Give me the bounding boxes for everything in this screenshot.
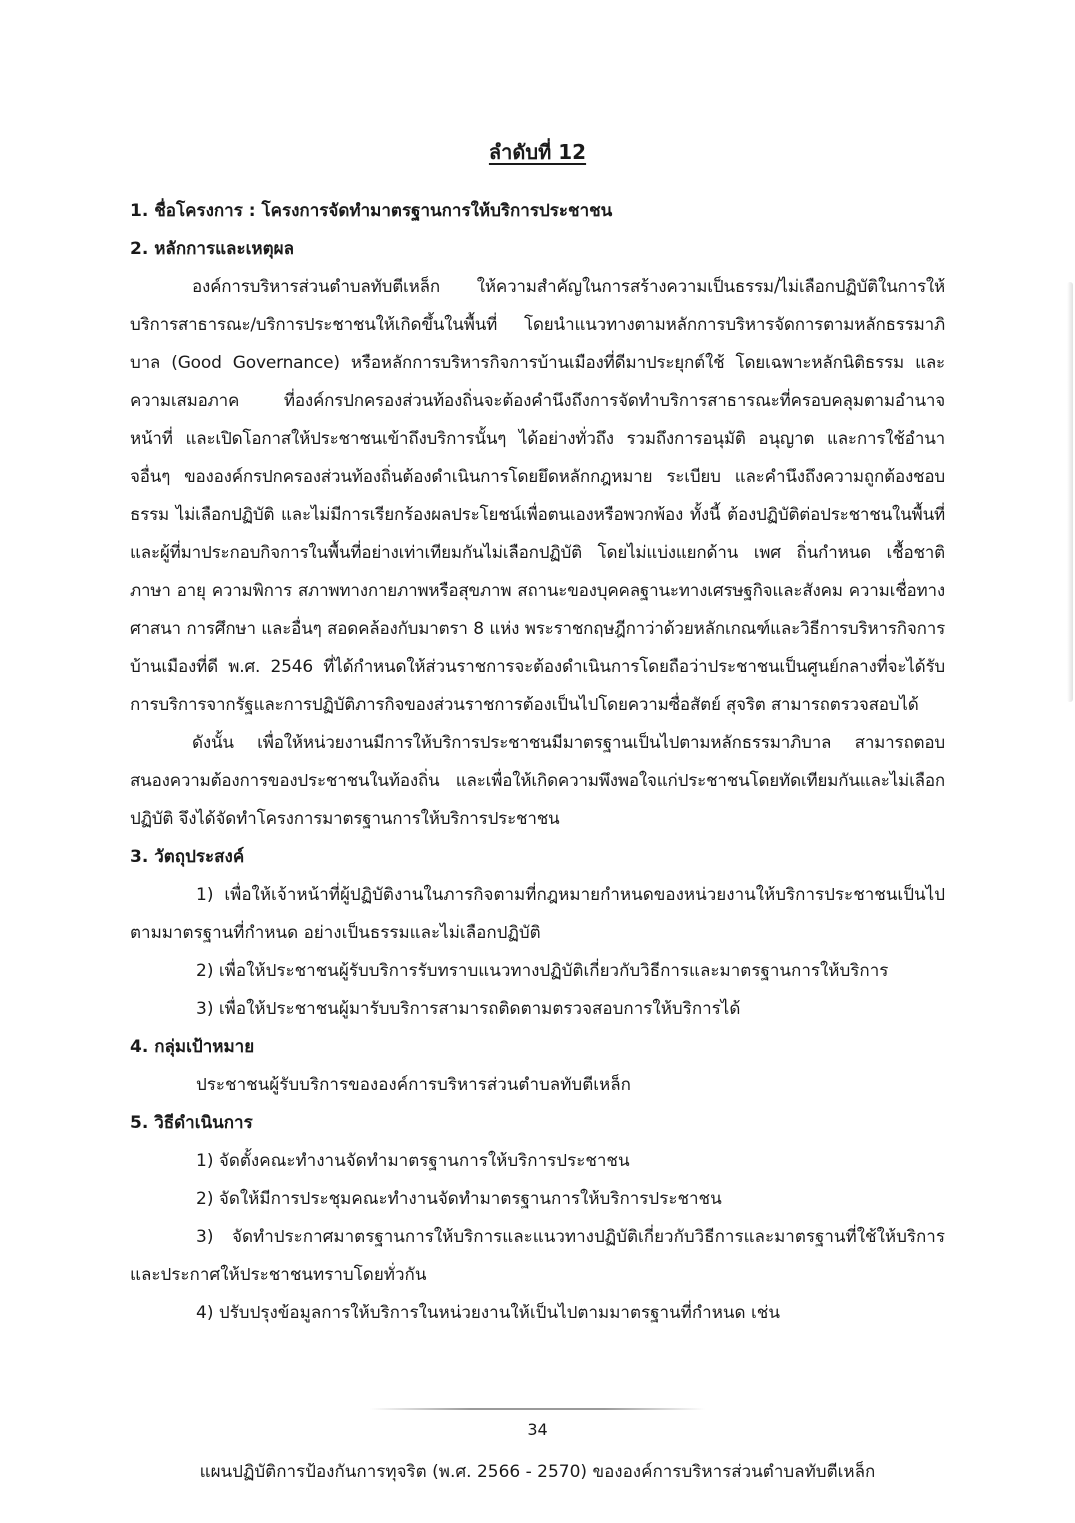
section-2-paragraph-2: ดังนั้น เพื่อให้หน่วยงานมีการให้บริการประชาชนมีมาตรฐานเป็นไปตามหลักธรรมาภิบาล สามารถตอบสนองความต้องการของประชาชนในท้องถิ่น และเพื่อให้เกิดความพึงพอใจแก่ประชาชนโดยทัดเทียมกันและไม่เลือกปฏิบัติ จึงได้จัดทำโครงการมาตรฐานการให้บริการประชาชน [130,733,945,829]
section-3-item-1: 1) เพื่อให้เจ้าหน้าที่ผู้ปฏิบัติงานในภารกิจตามที่กฎหมายกำหนดของหน่วยงานให้บริการประชาชนเป็นไปตามมาตรฐานที่กำหนด อย่างเป็นธรรมและไม่เลือกปฏิบัติ [130,885,945,943]
section-4-heading: 4. กลุ่มเป้าหมาย [130,1037,255,1057]
footer-text: แผนปฏิบัติการป้องกันการทุจริต (พ.ศ. 2566 - 2570) ขององค์การบริหารส่วนตำบลทับตีเหล็ก [199,1462,876,1482]
section-4-text: ประชาชนผู้รับบริการขององค์การบริหารส่วนตำบลทับตีเหล็ก [196,1075,631,1095]
section-5-heading: 5. วิธีดำเนินการ [130,1113,253,1133]
document-body [130,192,945,1332]
section-5-item-1: 1) จัดตั้งคณะทำงานจัดทำมาตรฐานการให้บริการประชาชน [196,1151,630,1171]
section-3-item-3: 3) เพื่อให้ประชาชนผู้มารับบริการสามารถติดตามตรวจสอบการให้บริการได้ [196,999,741,1019]
footer-divider [370,1408,705,1410]
page-title: ลำดับที่ 12 [488,140,587,164]
section-5-item-4: 4) ปรับปรุงข้อมูลการให้บริการในหน่วยงานให้เป็นไปตามมาตรฐานที่กำหนด เช่น [196,1303,780,1323]
section-3-item-2: 2) เพื่อให้ประชาชนผู้รับบริการรับทราบแนวทางปฏิบัติเกี่ยวกับวิธีการและมาตรฐานการให้บริการ [196,961,889,981]
scroll-edge-shadow [1067,282,1073,702]
section-5-item-3: 3) จัดทำประกาศมาตรฐานการให้บริการและแนวทางปฏิบัติเกี่ยวกับวิธีการและมาตรฐานที่ใช้ให้บริการและประกาศให้ประชาชนทราบโดยทั่วกัน [130,1227,945,1285]
section-3-heading: 3. วัตถุประสงค์ [130,847,245,867]
section-1-heading: 1. ชื่อโครงการ : โครงการจัดทำมาตรฐานการให้บริการประชาชน [130,201,613,221]
section-2-paragraph-1: องค์การบริหารส่วนตำบลทับตีเหล็ก ให้ความสำคัญในการสร้างความเป็นธรรม/ไม่เลือกปฏิบัติในการให้บริการสาธารณะ/บริการประชาชนให้เกิดขึ้นในพื้นที่ โดยนำแนวทางตามหลักการบริหารจัดการตามหลักธรรมาภิบาล (Good Governance) หรือหลักการบริหารกิจการบ้านเมืองที่ดีมาประยุกต์ใช้ โดยเฉพาะหลักนิติธรรม และความเสมอภาค ที่องค์กรปกครองส่วนท้องถิ่นจะต้องคำนึงถึงการจัดทำบริการสาธารณะที่ครอบคลุมตามอำนาจหน้าที่ และเปิดโอกาสให้ประชาชนเข้าถึงบริการนั้นๆ ได้อย่างทั่วถึง รวมถึงการอนุมัติ อนุญาต และการใช้อำนาจอื่นๆ ขององค์กรปกครองส่วนท้องถิ่นต้องดำเนินการโดยยึดหลักกฎหมาย ระเบียบ และคำนึงถึงความถูกต้องชอบธรรม ไม่เลือกปฏิบัติ และไม่มีการเรียกร้องผลประโยชน์เพื่อตนเองหรือพวกพ้อง ทั้งนี้ ต้องปฏิบัติต่อประชาชนในพื้นที่และผู้ที่มาประกอบกิจการในพื้นที่อย่างเท่าเทียมกันไม่เลือกปฏิบัติ โดยไม่แบ่งแยกด้าน เพศ ถิ่นกำหนด เชื้อชาติ ภาษา อายุ ความพิการ สภาพทางกายภาพหรือสุขภาพ สถานะของบุคคลฐานะทางเศรษฐกิจและสังคม ความเชื่อทางศาสนา การศึกษา และอื่นๆ สอดคล้องกับมาตรา 8 แห่ง พระราชกฤษฎีกาว่าด้วยหลักเกณฑ์และวิธีการบริหารกิจการบ้านเมืองที่ดี พ.ศ. 2546 ที่ได้กำหนดให้ส่วนราชการจะต้องดำเนินการโดยถือว่าประชาชนเป็นศูนย์กลางที่จะได้รับการบริการจากรัฐและการปฏิบัติภารกิจของส่วนราชการต้องเป็นไปโดยความซื่อสัตย์ สุจริต สามารถตรวจสอบได้ [130,277,945,715]
page-number: 34 [527,1420,548,1439]
section-2-heading: 2. หลักการและเหตุผล [130,239,295,259]
section-5-item-2: 2) จัดให้มีการประชุมคณะทำงานจัดทำมาตรฐานการให้บริการประชาชน [196,1189,722,1209]
